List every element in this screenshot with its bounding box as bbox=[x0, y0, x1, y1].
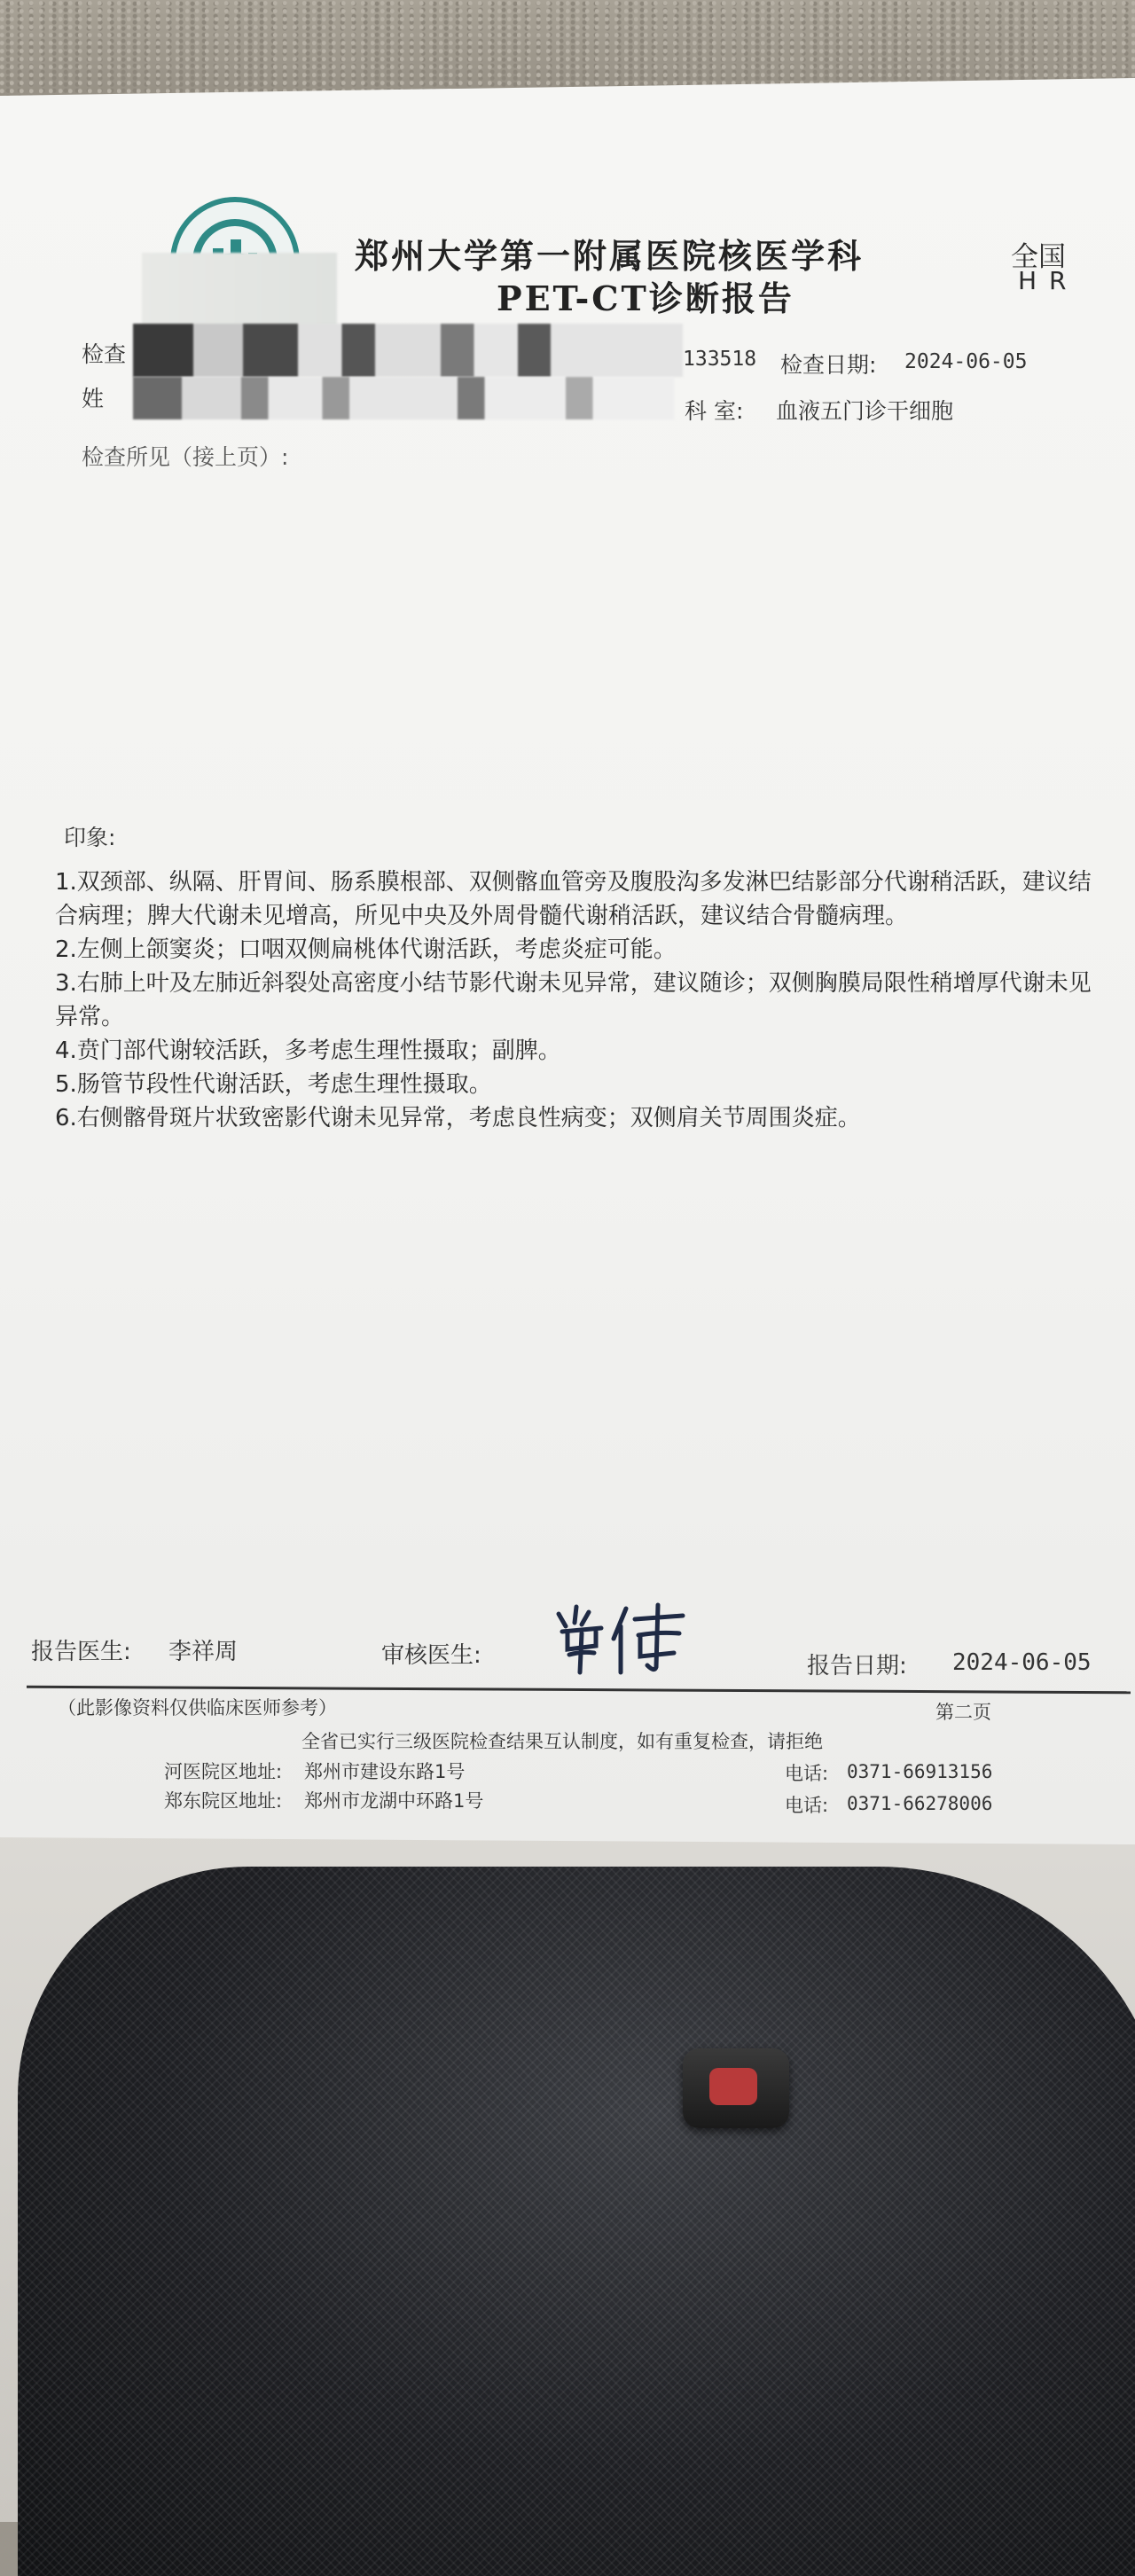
campus1-label: 河医院区地址: bbox=[164, 1761, 283, 1782]
campus1-address: 郑州市建设东路1号 bbox=[304, 1761, 466, 1782]
impression-heading: 印象: bbox=[64, 825, 116, 850]
exam-number-label: 检查 bbox=[82, 341, 127, 367]
exam-date-value: 2024-06-05 bbox=[904, 350, 1028, 373]
impression-list bbox=[55, 865, 1092, 1135]
department-value: 血液五门诊干细胞 bbox=[776, 398, 954, 424]
report-date-value: 2024-06-05 bbox=[952, 1649, 1092, 1676]
report-date-label: 报告日期: bbox=[807, 1653, 907, 1679]
patient-name-label: 姓 bbox=[82, 386, 105, 411]
privacy-mosaic-1 bbox=[142, 253, 337, 333]
bag-logo-patch bbox=[683, 2048, 789, 2128]
impression-item: 4.贲门部代谢较活跃，多考虑生理性摄取；副脾。 bbox=[55, 1037, 561, 1064]
exam-date-label: 检查日期: bbox=[780, 352, 877, 378]
department-label: 科 室: bbox=[685, 398, 744, 424]
black-bag-background bbox=[18, 1867, 1135, 2576]
report-title: PET-CT诊断报告 bbox=[497, 278, 794, 318]
campus2-address: 郑州市龙湖中环路1号 bbox=[304, 1790, 484, 1812]
campus1-phone-label: 电话: bbox=[785, 1763, 829, 1784]
impression-item: 5.肠管节段性代谢活跃，考虑生理性摄取。 bbox=[55, 1071, 492, 1098]
findings-continued-label: 检查所见（接上页）: bbox=[82, 444, 289, 470]
campus1-phone: 0371-66913156 bbox=[847, 1761, 993, 1782]
campus2-phone: 0371-66278006 bbox=[847, 1793, 993, 1814]
impression-item: 6.右侧髂骨斑片状致密影代谢未见异常，考虑良性病变；双侧肩关节周围炎症。 bbox=[55, 1105, 861, 1131]
reviewing-doctor-handwritten-signature bbox=[550, 1596, 692, 1676]
privacy-mosaic-3 bbox=[133, 377, 674, 419]
impression-item: 1.双颈部、纵隔、肝胃间、肠系膜根部、双侧髂血管旁及腹股沟多发淋巴结影部分代谢稍活跃，建议结合病理；脾大代谢未见增高，所见中央及外周骨髓代谢稍活跃，建议结合骨髓病理。 bbox=[55, 869, 1092, 929]
disclaimer-text: （此影像资料仅供临床医师参考） bbox=[58, 1697, 337, 1719]
mutual-recognition-mark-line1: 全国 bbox=[1011, 241, 1066, 273]
mutual-recognition-notice: 全省已实行三级医院检查结果互认制度，如有重复检查，请拒绝 bbox=[301, 1731, 823, 1752]
reviewing-doctor-label: 审核医生: bbox=[381, 1642, 481, 1669]
campus2-label: 郑东院区地址: bbox=[164, 1790, 283, 1812]
privacy-mosaic-2 bbox=[133, 324, 683, 377]
exam-number-value: 133518 bbox=[683, 348, 757, 371]
reporting-doctor-name: 李祥周 bbox=[168, 1639, 239, 1665]
page-indicator: 第二页 bbox=[935, 1702, 991, 1723]
reporting-doctor-label: 报告医生: bbox=[31, 1639, 131, 1665]
impression-item: 2.左侧上颌窦炎；口咽双侧扁桃体代谢活跃，考虑炎症可能。 bbox=[55, 936, 677, 963]
impression-item: 3.右肺上叶及左肺近斜裂处高密度小结节影代谢未见异常，建议随诊；双侧胸膜局限性稍增厚代谢未见异常。 bbox=[55, 970, 1092, 1030]
hospital-name: 郑州大学第一附属医院核医学科 bbox=[355, 236, 865, 276]
campus2-phone-label: 电话: bbox=[785, 1795, 829, 1816]
mutual-recognition-mark-line2: HR bbox=[1018, 266, 1079, 295]
